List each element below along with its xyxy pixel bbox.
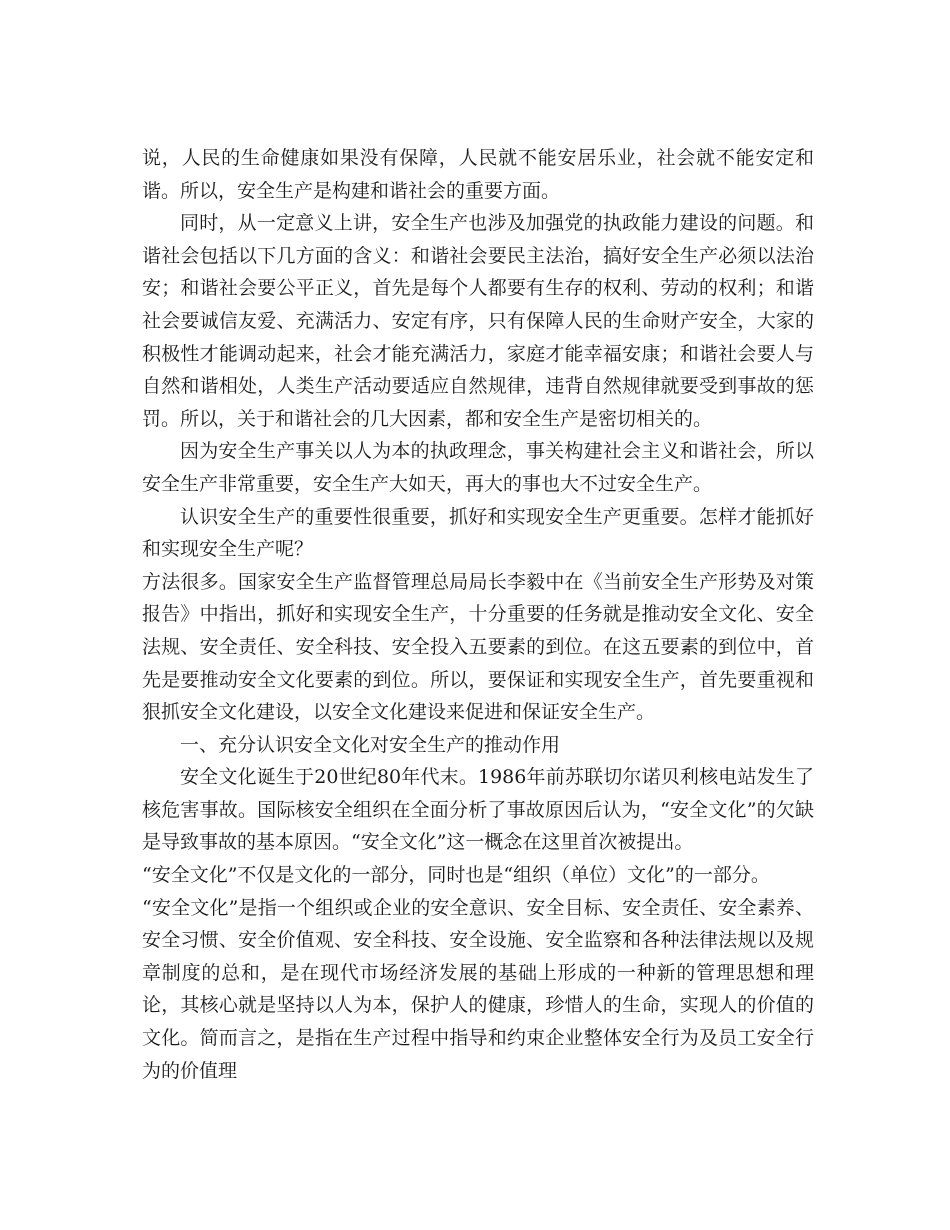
paragraph-2: 同时，从一定意义上讲，安全生产也涉及加强党的执政能力建设的问题。和谐社会包括以下几方面的含义：和谐社会要民主法治，搞好安全生产必须以法治安；和谐社会要公平正义，首先是每个人都要有生存的权利、劳动的权利；和谐社会要诚信友爱、充满活力、安定有序，只有保障人民的生命财产安全，大家的积极性才能调动起来，社会才能充满活力，家庭才能幸福安康；和谐社会要人与自然和谐相处，人类生产活动要适应自然规律，违背自然规律就要受到事故的惩罚。所以，关于和谐社会的几大因素，都和安全生产是密切相关的。 <box>142 212 814 430</box>
paragraph-3: 因为安全生产事关以人为本的执政理念，事关构建社会主义和谐社会，所以安全生产非常重要，安全生产大如天，再大的事也大不过安全生产。 <box>142 440 814 495</box>
section-heading: 一、充分认识安全文化对安全生产的推动作用 <box>180 733 561 756</box>
paragraph-9: “安全文化”是指一个组织或企业的安全意识、安全目标、安全责任、安全素养、安全习惯、安全价值观、安全科技、安全设施、安全监察和各种法律法规以及规章制度的总和，是在现代市场经济发展的基础上形成的一种新的管理思想和理论，其核心就是坚持以人为本，保护人的健康，珍惜人的生命，实现人的价值的文化。简而言之，是指在生产过程中指导和约束企业整体安全行为及员工安全行为的价值理 <box>142 896 814 1082</box>
document-body <box>142 142 814 1087</box>
paragraph-7: 安全文化诞生于20世纪80年代末。1986年前苏联切尔诺贝利核电站发生了核危害事故。国际核安全组织在全面分析了事故原因后认为，“安全文化”的欠缺是导致事故的基本原因。“安全文化”这一概念在这里首次被提出。 <box>142 766 814 854</box>
paragraph-5: 方法很多。国家安全生产监督管理总局局长李毅中在《当前安全生产形势及对策报告》中指出，抓好和实现安全生产，十分重要的任务就是推动安全文化、安全法规、安全责任、安全科技、安全投入五要素的到位。在这五要素的到位中，首先是要推动安全文化要素的到位。所以，要保证和实现安全生产，首先要重视和狠抓安全文化建设，以安全文化建设来促进和保证安全生产。 <box>142 570 814 724</box>
paragraph-4: 认识安全生产的重要性很重要，抓好和实现安全生产更重要。怎样才能抓好和实现安全生产呢？ <box>142 505 814 561</box>
paragraph-8: “安全文化”不仅是文化的一部分，同时也是“组织（单位）文化”的一部分。 <box>142 864 770 887</box>
paragraph-1: 说，人民的生命健康如果没有保障，人民就不能安居乐业，社会就不能安定和谐。所以，安全生产是构建和谐社会的重要方面。 <box>142 147 814 202</box>
